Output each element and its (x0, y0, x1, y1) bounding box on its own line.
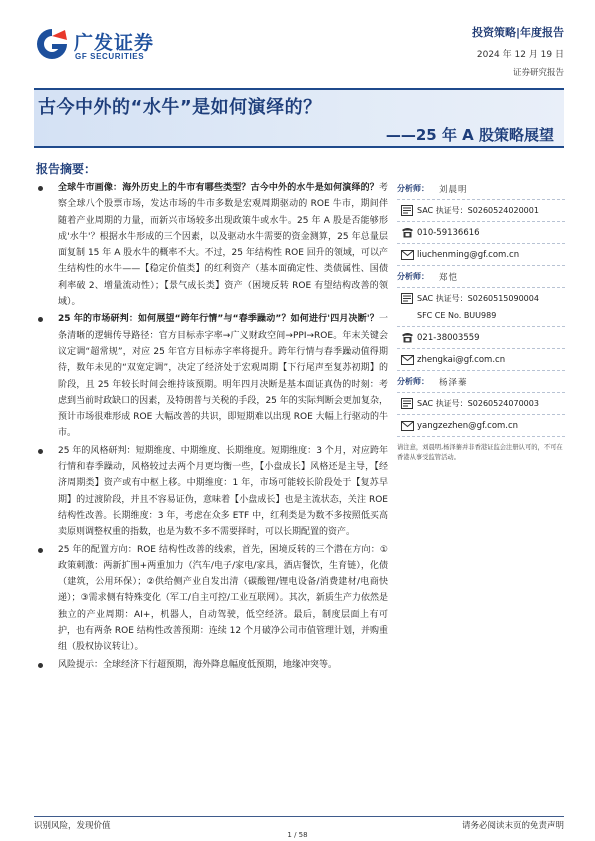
gf-logo-icon (34, 26, 70, 62)
phone-icon (397, 227, 417, 238)
bullet-text: 风险提示：全球经济下行超预期，海外降息幅度低预期，地缘冲突等。 (58, 659, 338, 670)
analyst-email[interactable]: zhengkai@gf.com.cn (417, 354, 506, 365)
bullet-text: 一条清晰的逻辑传导路径：官方目标赤字率→广义财政空间→PPI→ROE。年末关键会议定调“超常规”，对应 25 年官方目标赤字率将提升。跨年行情与春季躁动值得期待，数年未见的“双宽定调”，决定了经济处于宏观周期【下行尾声至复苏初期】的阶段，且 25 年较长时间会维持该预期。明年四月决断是基本面证真伪的时刻：考虑到当前时政缺口的因素，及特朗普与关税的手段，25 年的实际判断会更加复杂，预计市场很难形成 ROE 大幅改善的共识，即短期难以出现 ROE 大幅上行驱动的牛市。 (58, 314, 388, 439)
phone-icon (397, 332, 417, 343)
analyst-name: 刘晨明 (439, 184, 468, 195)
summary-bullet (36, 443, 388, 541)
banner-bottom-rule (34, 146, 564, 148)
analyst-email[interactable]: liuchenming@gf.com.cn (417, 249, 520, 260)
mail-icon (397, 250, 417, 260)
report-type: 证券研究报告 (512, 68, 564, 78)
mail-icon (397, 421, 417, 431)
analyst-email-row (397, 417, 565, 434)
analyst-sfc-row (397, 307, 565, 324)
report-subtitle: ——25 年 A 股策略展望 (385, 126, 554, 144)
analyst-sac-row (397, 290, 565, 307)
report-title: 古今中外的“水牛”是如何演绎的？ (38, 97, 322, 118)
gf-logo (34, 26, 174, 66)
analyst-name: 郑恺 (439, 272, 459, 283)
footer-slogan: 识别风险，发现价值 (34, 821, 111, 831)
analyst-label: 分析师： (397, 184, 429, 193)
analyst-disclaimer: 请注意，刘晨明,杨泽蓁并非香港证监会注册认可的，不可在香港从事受监管活动。 (397, 444, 563, 461)
logo-chinese: 广发证券 (74, 32, 155, 54)
divider (397, 414, 565, 415)
report-date: 2024 年 12 月 19 日 (476, 50, 564, 60)
divider (397, 221, 565, 222)
certificate-icon (397, 293, 417, 304)
bullet-lead: 全球牛市画像：海外历史上的牛市有哪些类型？古今中外的水牛是如何演绎的？ (58, 183, 379, 193)
analyst-phone-row (397, 329, 565, 346)
summary-bullet (36, 180, 388, 310)
mail-icon (397, 355, 417, 365)
analyst-label: 分析师： (397, 272, 429, 281)
bullet-text: 25 年的风格研判：短期维度、中期维度、长期维度。短期维度：3 个月，对应跨年行情和春季躁动，风格较过去两个月更均衡一些，【小盘成长】风格还是主导，【经济周期类】资产或有中枢上移。中期维度：1 年，市场可能较长阶段处于【复苏早期】的过渡阶段，并且不容易证伪，意味着【小盘成长】也是主流状态，关注 ROE 结构性改善。长期维度：3 年，考虑在众多 ETF 中，红利类是为数不多按照低买高卖原则调整权重的指数，也是为数不多不需要择时，可以长期配置的资产。 (58, 445, 388, 538)
divider (397, 326, 565, 327)
logo-english: GF SECURITIES (75, 52, 145, 61)
bullet-lead: 25 年的市场研判：如何展望“跨年行情”与“春季躁动”？如何进行'四月决断'？ (58, 314, 379, 325)
analyst-sac: SAC 执证号：S0260524020001 (417, 206, 539, 215)
analyst-phone[interactable]: 010-59136616 (417, 227, 480, 238)
summary-bullet (36, 542, 388, 656)
analyst-email-row (397, 351, 565, 368)
analyst-name-row (397, 373, 565, 390)
report-header (34, 18, 564, 80)
footer-disclaimer-note: 请务必阅读末页的免责声明 (461, 821, 564, 831)
analyst-sac: SAC 执证号：S0260524070003 (417, 399, 539, 408)
divider (397, 199, 565, 200)
page-number: 1 / 58 (287, 831, 308, 839)
divider (397, 243, 565, 244)
analyst-phone-row (397, 224, 565, 241)
bullet-text: 25 年的配置方向：ROE 结构性改善的线索，首先，困境反转的三个潜在方向：①政策刺激：两新扩围+两重加力（汽车/电子/家电/家具，酒店餐饮，生育链），化债（建筑，公用环保）；②供给侧产业自发出清（碳酸锂/锂电设备/消费建材/电商快递）；③需求侧有特殊变化（军工/自主可控/工业互联网）。其次，新质生产力依然是独立的产业周期：AI+，机器人，自动驾驶，低空经济。最后，制度层面上有可护，也有两条 ROE 结构性改善预期：连续 12 个月破净公司市值管理计划，并购重组（股权协议转让）。 (58, 544, 388, 653)
analyst-email[interactable]: yangzezhen@gf.com.cn (417, 420, 519, 431)
title-banner (34, 88, 564, 148)
analyst-sac: SAC 执证号：S0260515090004 (417, 294, 539, 303)
analyst-name-row (397, 268, 565, 285)
certificate-icon (397, 205, 417, 216)
divider (397, 392, 565, 393)
divider (397, 370, 565, 371)
analyst-email-row (397, 246, 565, 263)
banner-top-rule (34, 88, 564, 90)
analyst-sac-row (397, 202, 565, 219)
summary-heading: 报告摘要： (36, 162, 97, 176)
analyst-panel (397, 180, 565, 463)
analyst-sac-row (397, 395, 565, 412)
analyst-sfc: SFC CE No. BUU989 (417, 311, 497, 320)
divider (397, 265, 565, 266)
bullet-text: 考察全球八个股票市场，发达市场的牛市多数是宏观周期驱动的 ROE 牛市，期间伴随着产业周期的力量，而新兴市场较多出现政策牛或水牛。25 年 A 股是否能够形成'水牛'？根据水牛形成的三个因素，以及驱动水牛需要的资金测算，25 年总量层面复制 15 年 A 股水牛的概率不大。不过，25 年结构性 ROE 回升的领域，可以产生结构性的水牛——【稳定价值类】的红利资产（基本面确定性、类债属性、国债利率破 2、增量流动性）；【景气成长类】资产（困境反转 ROE 有望结构改善的领域）。 (58, 183, 388, 308)
analyst-label: 分析师： (397, 377, 429, 386)
certificate-icon (397, 398, 417, 409)
divider (397, 287, 565, 288)
report-meta (472, 24, 564, 78)
analyst-name: 杨泽蓁 (439, 377, 468, 388)
summary-bullet (36, 657, 388, 673)
divider (397, 436, 565, 437)
report-category: 投资策略|年度报告 (471, 26, 564, 39)
summary-body (36, 180, 388, 673)
divider (397, 348, 565, 349)
analyst-name-row (397, 180, 565, 197)
footer-rule (34, 816, 564, 817)
summary-bullet (36, 311, 388, 441)
analyst-phone[interactable]: 021-38003559 (417, 332, 480, 343)
